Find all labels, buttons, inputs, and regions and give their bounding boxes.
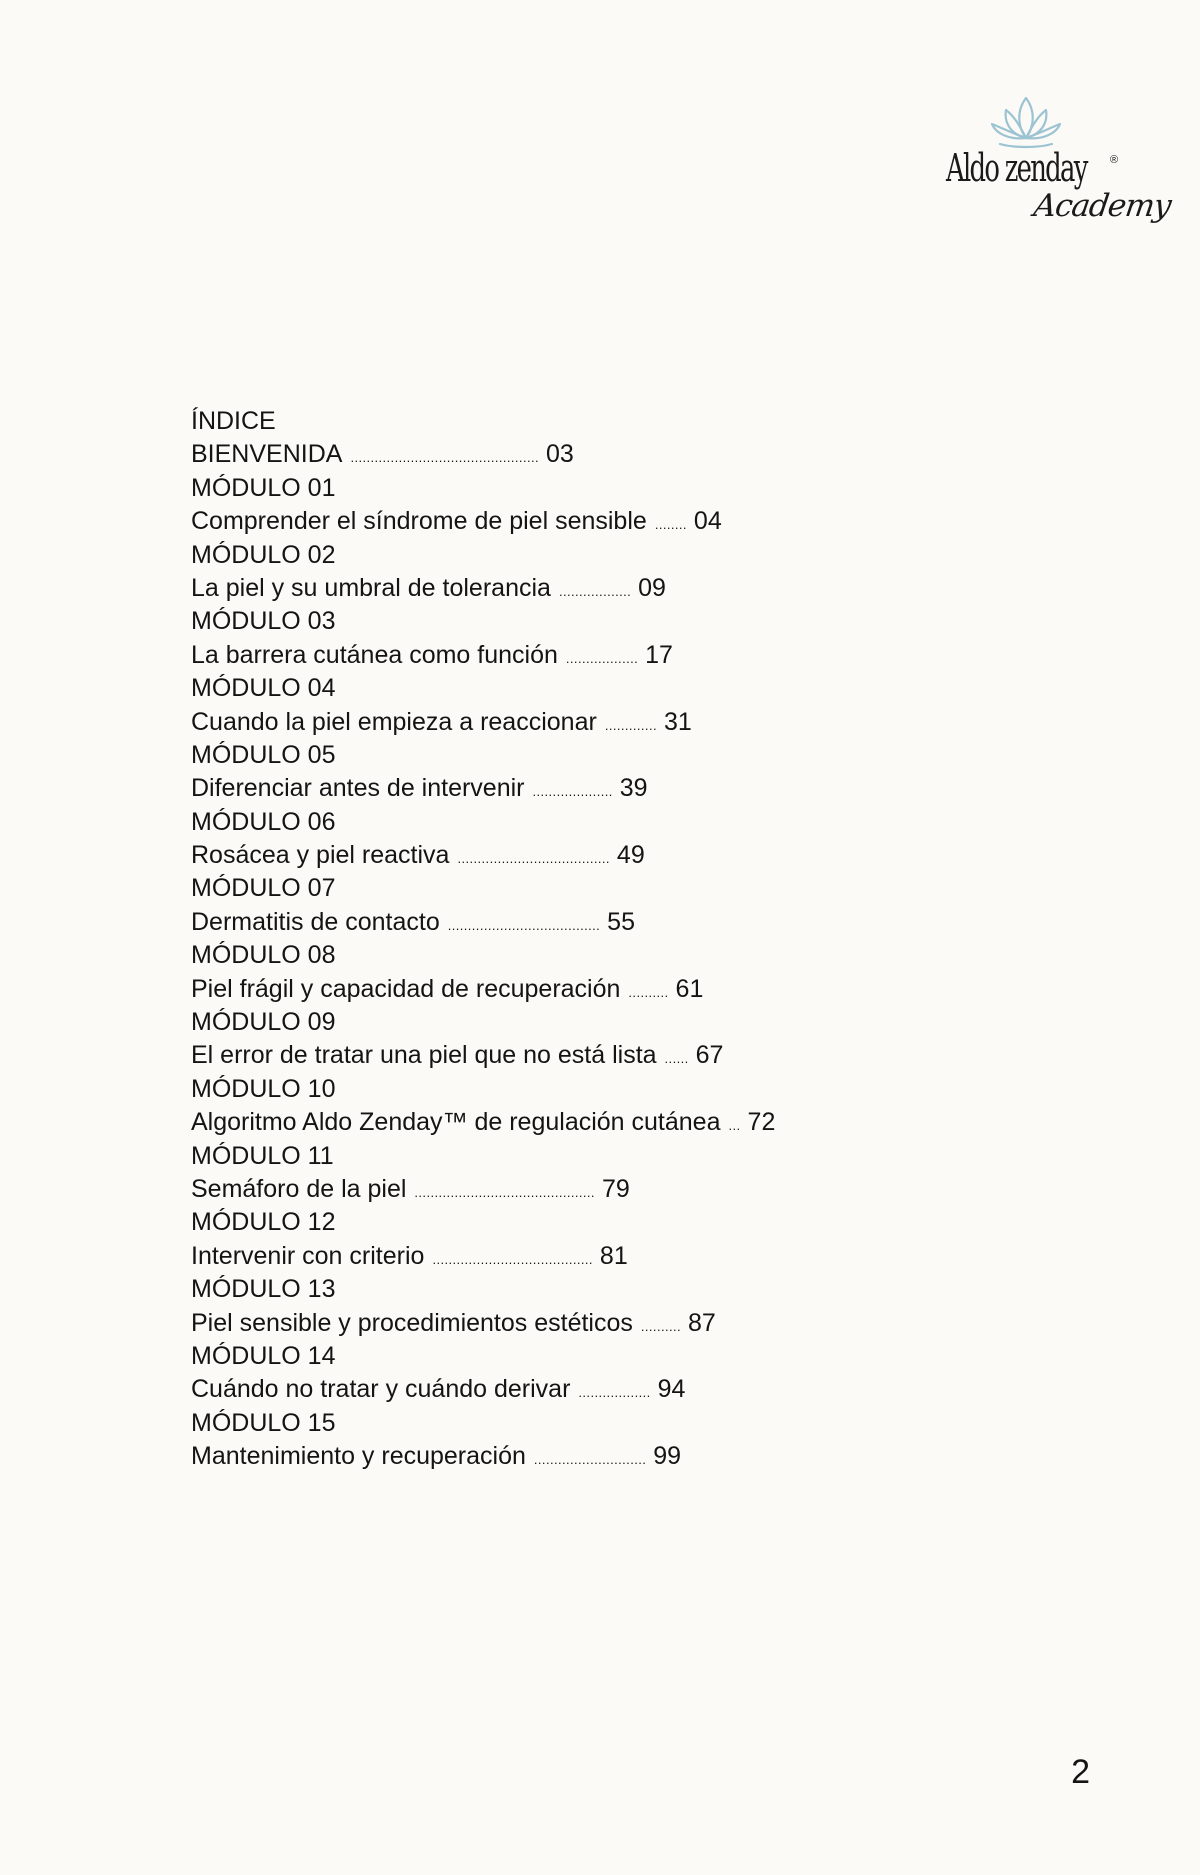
toc-entry-page: 81 — [599, 1241, 628, 1270]
toc-entry-title: Piel sensible y procedimientos estéticos — [191, 1308, 633, 1337]
toc-entry-page: 49 — [616, 841, 645, 870]
toc-entry-title: Semáforo de la piel — [191, 1174, 407, 1203]
toc-module-label: MÓDULO 14 — [191, 1341, 336, 1370]
toc-module-label: MÓDULO 06 — [191, 807, 336, 836]
toc-entry-page: 03 — [546, 440, 574, 469]
toc-module-label: MÓDULO 13 — [191, 1275, 336, 1304]
toc-dot-leader: ........ — [654, 517, 687, 533]
toc-entry-page: 09 — [638, 573, 666, 602]
registered-mark: ® — [1110, 154, 1119, 166]
toc-entry — [191, 1240, 991, 1273]
toc-entry — [191, 906, 991, 939]
toc-module-label: MÓDULO 10 — [191, 1074, 336, 1103]
toc-dot-leader: ........................................ — [432, 1251, 593, 1267]
toc-entry-title: El error de tratar una piel que no está lista — [191, 1041, 657, 1070]
toc-entry — [191, 1307, 991, 1340]
toc-dot-leader: ...................................... — [457, 851, 610, 867]
toc-entry-page: 94 — [657, 1375, 686, 1404]
toc-entry — [191, 973, 991, 1006]
toc-dot-leader: ............................................... — [350, 450, 539, 466]
toc-entry — [191, 639, 991, 672]
toc-module-label: MÓDULO 08 — [191, 941, 336, 970]
toc-dot-leader: ...................................... — [447, 917, 601, 933]
toc-entry-title: Dermatitis de contacto — [191, 907, 440, 936]
toc-dot-leader: .......... — [628, 984, 669, 1000]
toc-entry — [191, 505, 991, 538]
toc-entry-title: Mantenimiento y recuperación — [191, 1442, 526, 1471]
toc-module-label: MÓDULO 15 — [191, 1408, 336, 1437]
toc-heading: ÍNDICE — [191, 407, 276, 435]
toc-entry-page: 39 — [619, 774, 648, 803]
toc-entry — [191, 1373, 991, 1406]
toc-entry — [191, 1039, 991, 1072]
toc-entry-page: 55 — [607, 907, 635, 936]
toc-dot-leader: .......... — [640, 1318, 682, 1334]
toc-entry — [191, 1106, 991, 1139]
toc-entry-page: 67 — [695, 1041, 724, 1070]
toc-entry-title: Cuándo no tratar y cuándo derivar — [191, 1375, 571, 1404]
toc-entry-title: Rosácea y piel reactiva — [191, 841, 450, 870]
toc-entry — [191, 772, 991, 805]
toc-entry-title: Cuando la piel empieza a reaccionar — [191, 707, 597, 736]
toc-dot-leader: ............. — [604, 717, 657, 733]
toc-entry-page: 31 — [663, 707, 692, 736]
toc-entry — [191, 706, 991, 739]
table-of-contents — [191, 405, 991, 1474]
toc-dot-leader: ... — [728, 1118, 741, 1134]
toc-dot-leader: .................. — [558, 583, 632, 599]
toc-entry-page: 04 — [693, 507, 722, 536]
toc-module-label: MÓDULO 12 — [191, 1208, 336, 1237]
toc-entry-title: Diferenciar antes de intervenir — [191, 774, 525, 803]
toc-entry-title: Intervenir con criterio — [191, 1241, 425, 1270]
brand-logo — [940, 92, 1173, 242]
lotus-icon — [984, 92, 1068, 150]
brand-name: Aldo zenday — [946, 146, 1087, 190]
toc-entry-title: Piel frágil y capacidad de recuperación — [191, 974, 621, 1003]
toc-module-label: MÓDULO 01 — [191, 473, 336, 502]
toc-dot-leader: ...... — [664, 1051, 689, 1067]
page-number: 2 — [1071, 1753, 1090, 1791]
toc-entry-title: La barrera cutánea como función — [191, 640, 558, 669]
toc-entry-page: 61 — [675, 974, 704, 1003]
toc-dot-leader: .................. — [578, 1385, 651, 1401]
toc-module-label: MÓDULO 04 — [191, 674, 336, 703]
brand-tagline: Academy — [1031, 188, 1173, 224]
toc-entry-page: 17 — [645, 640, 673, 669]
toc-entry-title: La piel y su umbral de tolerancia — [191, 573, 551, 602]
toc-entry-page: 99 — [653, 1442, 682, 1471]
toc-module-label: MÓDULO 02 — [191, 540, 336, 569]
toc-module-label: MÓDULO 09 — [191, 1008, 336, 1037]
toc-dot-leader: ............................................. — [414, 1184, 595, 1200]
toc-dot-leader: .................. — [565, 650, 639, 666]
toc-dot-leader: .................... — [532, 784, 613, 800]
toc-entry — [191, 1173, 991, 1206]
toc-entry-title: Comprender el síndrome de piel sensible — [191, 507, 647, 536]
toc-entry — [191, 572, 991, 605]
toc-entry — [191, 839, 991, 872]
toc-module-label: MÓDULO 03 — [191, 607, 336, 636]
toc-entry-title: BIENVENIDA — [191, 440, 343, 469]
toc-entry-page: 72 — [747, 1108, 776, 1137]
toc-entry-page: 87 — [688, 1308, 716, 1337]
toc-list — [191, 438, 991, 1473]
toc-module-label: MÓDULO 05 — [191, 740, 336, 769]
toc-entry — [191, 438, 991, 471]
toc-entry — [191, 1440, 991, 1473]
toc-module-label: MÓDULO 11 — [191, 1141, 334, 1170]
toc-dot-leader: ............................ — [533, 1452, 647, 1468]
toc-module-label: MÓDULO 07 — [191, 874, 336, 903]
toc-entry-title: Algoritmo Aldo Zenday™ de regulación cutánea — [191, 1108, 721, 1137]
toc-entry-page: 79 — [601, 1174, 630, 1203]
